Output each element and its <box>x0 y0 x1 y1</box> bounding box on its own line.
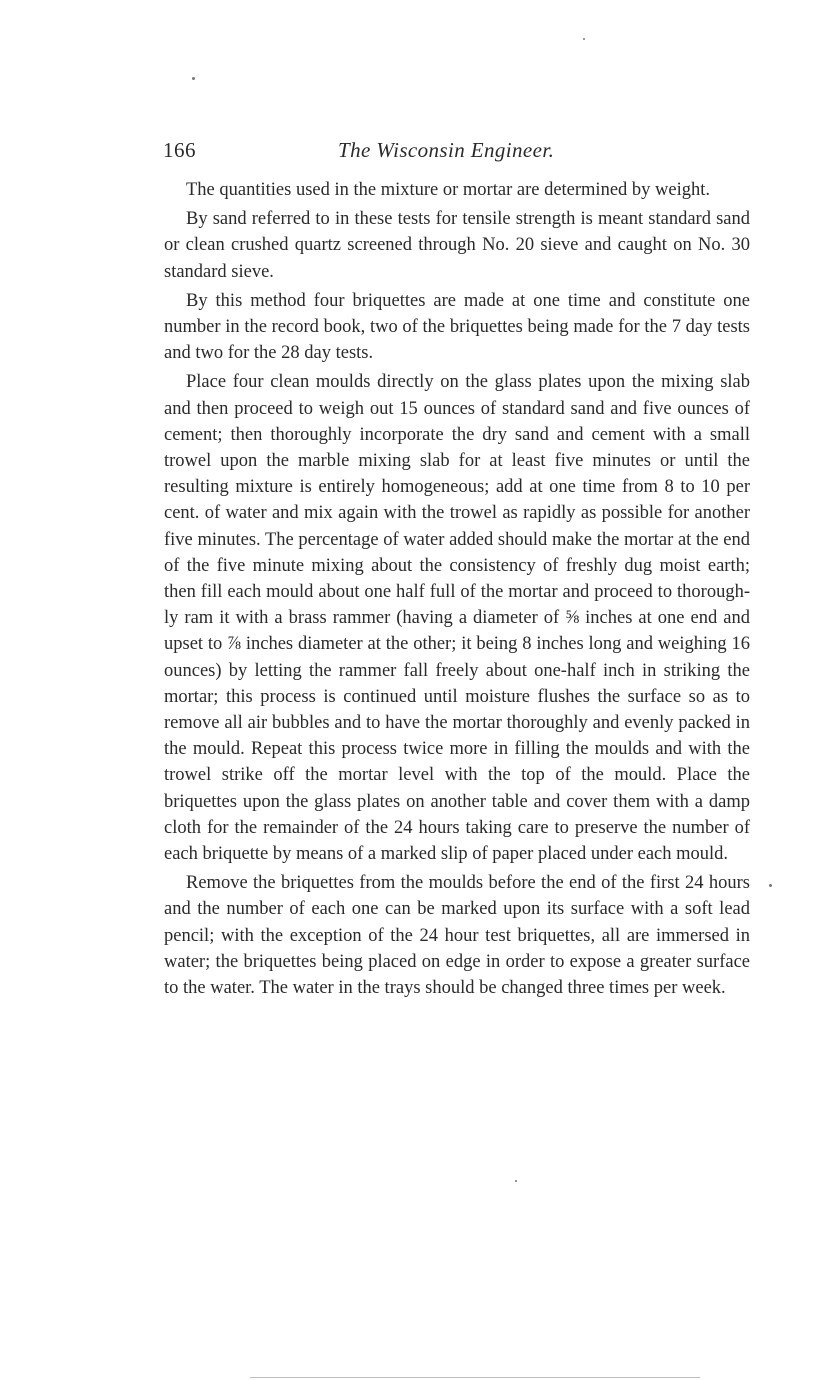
page-number: 166 <box>163 138 196 162</box>
bottom-edge-rule <box>250 1377 700 1378</box>
running-title: The Wisconsin Engineer. <box>338 138 555 162</box>
paragraph: By sand referred to in these tests for tensile strength is meant standard sand or clean crushed quartz screened through No. 20 sieve and caught on No. 30 standard sieve. <box>164 209 750 282</box>
paragraph: By this method four briquettes are made at one time and constitute one number in the record book, two of the briquettes being made for the 7 day tests and two for the 28 day tests. <box>164 290 750 364</box>
page-header <box>163 138 753 170</box>
body-text <box>164 177 750 1004</box>
paragraph: The quantities used in the mixture or mortar are determined by weight. <box>186 180 711 200</box>
scan-speck <box>515 1180 517 1182</box>
scan-speck <box>583 38 585 40</box>
paragraph: Remove the briquettes from the moulds before the end of the first 24 hours and the number of each one can be marked upon its surface with a soft lead pencil; with the exception of the 24 hour test briquettes, all are immersed in water; the briquettes being placed on edge in order to expose a greater surface to the water. The water in the trays should be changed three times per week. <box>164 873 750 999</box>
scan-speck <box>192 77 195 80</box>
scan-speck <box>769 884 772 887</box>
paragraph: Place four clean moulds directly on the glass plates upon the mixing slab and then proceed to weigh out 15 ounces of standard sand and five ounces of cement; then thoroughly incorporate the dry sand and cement with a small trowel upon the marble mixing slab for at least five minutes or until the resulting mixture is entirely homogeneous; add at one time from 8 to 10 per cent. of water and mix again with the trowel as rapidly as possible for another five minutes. The percentage of water added should make the mortar at the end of the five minute mixing about the consistency of freshly dug moist earth; then fill each mould about one half full of the mortar and proceed to thoroughly ram it with a brass rammer (having a diameter of ⅝ inches at one end and upset to ⅞ inches diameter at the other; it being 8 inches long and weighing 16 ounces) by letting the rammer fall freely about one-half inch in striking the mortar; this process is continued until moisture flushes the surface so as to remove all air bubbles and to have the mortar thoroughly and evenly packed in the mould. Repeat this process twice more in filling the moulds and with the trowel strike off the mortar level with the top of the mould. Place the briquettes upon the glass plates on another table and cover them with a damp cloth for the remainder of the 24 hours taking care to preserve the number of each briquette by means of a marked slip of paper placed under each mould. <box>164 372 750 865</box>
